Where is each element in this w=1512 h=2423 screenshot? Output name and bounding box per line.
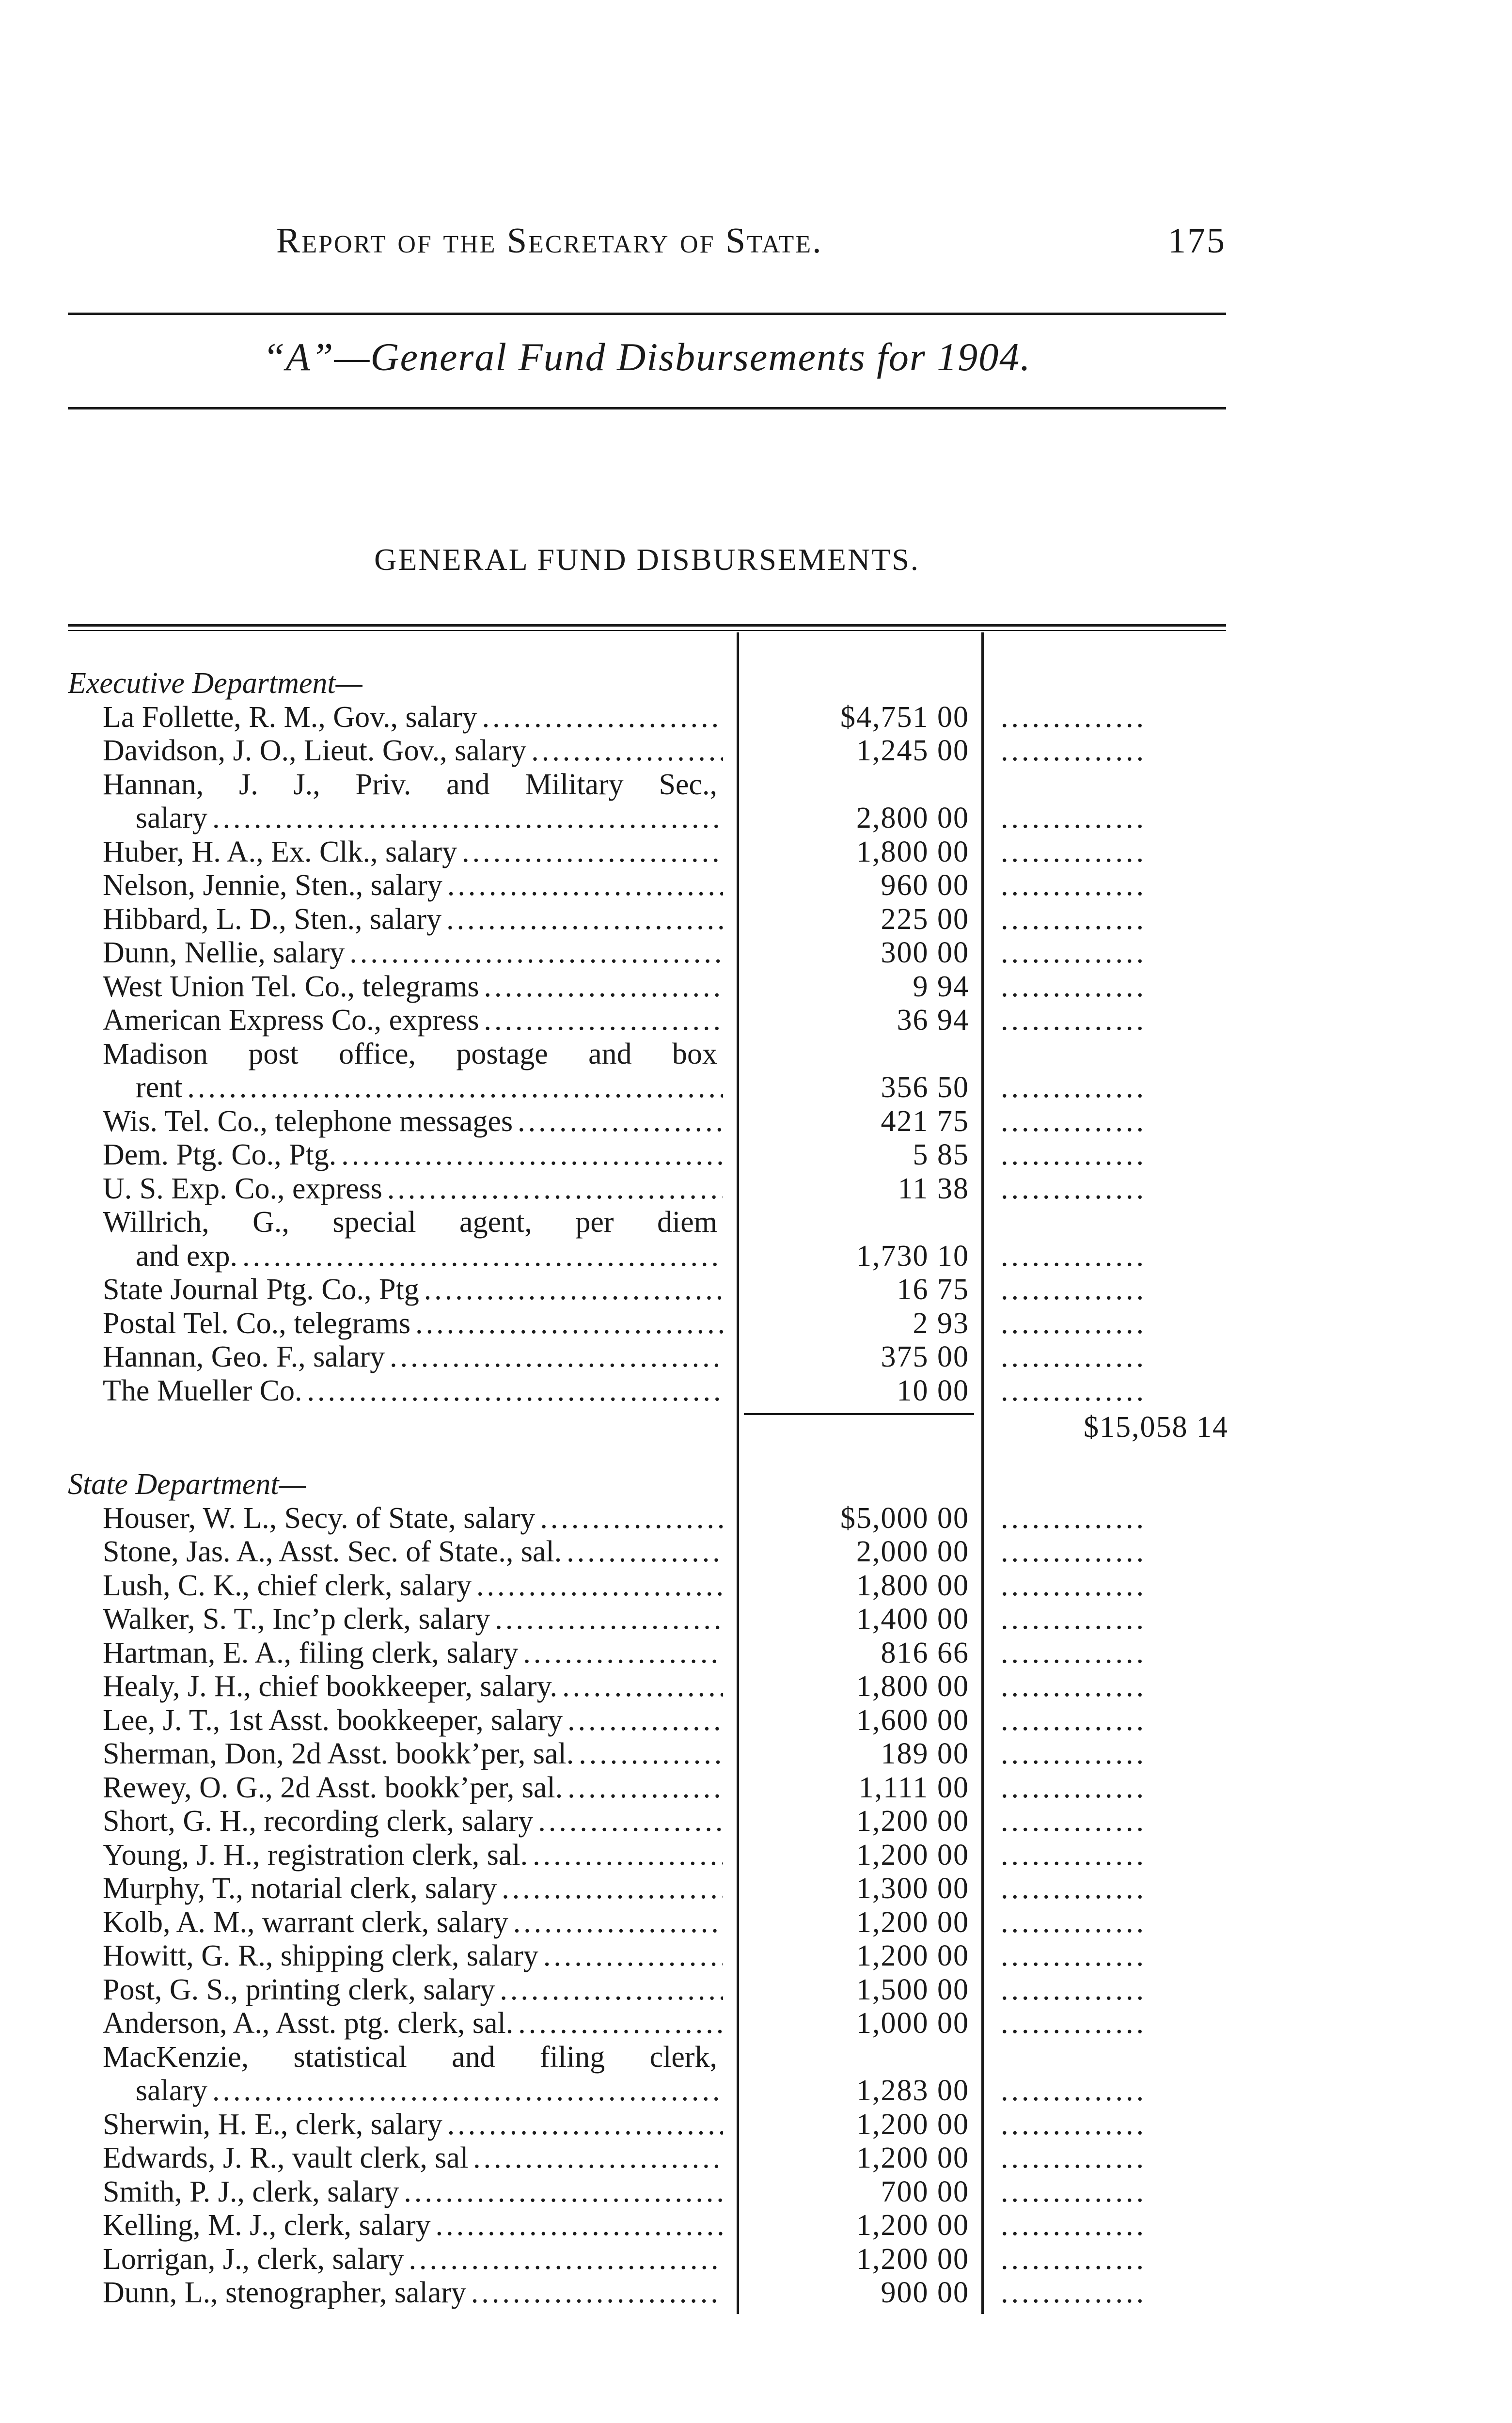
entry-amount: 900 00 (881, 2276, 969, 2309)
leader-dots (479, 970, 723, 1004)
entry-amount: 1,200 00 (856, 1838, 969, 1872)
entry-name: Sherman, Don, 2d Asst. bookk’per, sal. (103, 1737, 574, 1770)
leader-dots (477, 700, 723, 734)
department-total: $15,058 14 (1084, 1411, 1228, 1444)
entry-amount: 1,200 00 (856, 2108, 969, 2141)
subtitle-rule (68, 407, 1226, 409)
leader-dots: .............. (1001, 1703, 1147, 1737)
leader-dots: .............. (1001, 2276, 1147, 2309)
entry-name-continued-text: rent (136, 1071, 183, 1104)
entry-name: MacKenzie, statistical and filing clerk, (103, 2040, 717, 2074)
entry-name: Hibbard, L. D., Sten., salary (103, 902, 442, 936)
leader-dots (574, 1737, 723, 1771)
leader-dots (345, 936, 723, 970)
entry-name: Rewey, O. G., 2d Asst. bookk’per, sal. (103, 1771, 563, 1804)
table-row (103, 1569, 723, 1603)
leader-dots (479, 1003, 723, 1037)
entry-amount: 1,283 00 (856, 2074, 969, 2107)
entry-name: Dunn, L., stenographer, salary (103, 2276, 466, 2309)
table-row (103, 2242, 723, 2276)
leader-dots (472, 1569, 723, 1603)
entry-name-continued (136, 801, 723, 835)
leader-dots: .............. (1001, 1905, 1147, 1939)
leader-dots (526, 734, 723, 768)
table-row (103, 1872, 723, 1905)
entry-amount: 1,000 00 (856, 2007, 969, 2040)
table-row (103, 1737, 723, 1771)
running-title: Report of the Secretary of State. (276, 221, 823, 261)
leader-dots (468, 2141, 723, 2175)
leader-dots (410, 1306, 723, 1340)
entry-amount: 2 93 (913, 1306, 969, 1340)
leader-dots: .............. (1001, 734, 1147, 767)
entry-name-continued-text: and exp. (136, 1239, 238, 1273)
header-rule (68, 313, 1226, 315)
leader-dots: .............. (1001, 2141, 1147, 2174)
entry-amount: 300 00 (881, 936, 969, 969)
table-row (103, 700, 723, 734)
leader-dots (399, 2175, 723, 2209)
entry-amount: 2,000 00 (856, 1535, 969, 1568)
department-heading: Executive Department— (68, 667, 362, 700)
entry-name: Postal Tel. Co., telegrams (103, 1306, 411, 1340)
leader-dots: .............. (1001, 1569, 1147, 1602)
table-top-rule-thin (68, 630, 1226, 631)
leader-dots: .............. (1001, 1670, 1147, 1703)
table-row (103, 1306, 723, 1340)
leader-dots (207, 2074, 723, 2108)
entry-amount: 421 75 (881, 1104, 969, 1138)
entry-amount: 1,245 00 (856, 734, 969, 767)
entry-name: Nelson, Jennie, Sten., salary (103, 869, 442, 902)
entry-amount: 16 75 (897, 1273, 969, 1306)
leader-dots: .............. (1001, 802, 1147, 834)
leader-dots: .............. (1001, 1239, 1147, 1273)
table-row (103, 1905, 723, 1939)
table-row (103, 902, 723, 936)
entry-amount: 1,111 00 (858, 1771, 969, 1804)
leader-dots (563, 1771, 723, 1805)
entry-name-continued (136, 1239, 723, 1273)
department-heading: State Department— (68, 1468, 306, 1501)
leader-dots: .............. (1001, 1838, 1147, 1872)
entry-amount: 9 94 (913, 970, 969, 1003)
entry-name: Kolb, A. M., warrant clerk, salary (103, 1905, 508, 1939)
entry-amount: $4,751 00 (840, 700, 969, 734)
leader-dots (497, 1872, 723, 1905)
leader-dots: .............. (1001, 1501, 1147, 1535)
entry-name: Hannan, J. J., Priv. and Military Sec., (103, 768, 717, 801)
leader-dots (528, 1838, 723, 1872)
leader-dots: .............. (1001, 1872, 1147, 1905)
entry-amount: 1,200 00 (856, 2242, 969, 2276)
entry-amount: 1,600 00 (856, 1703, 969, 1737)
leader-dots (466, 2276, 723, 2310)
entry-name: Murphy, T., notarial clerk, salary (103, 1872, 497, 1905)
entry-name: Edwards, J. R., vault clerk, sal (103, 2141, 469, 2174)
leader-dots: .............. (1001, 2108, 1147, 2141)
table-row (103, 1138, 723, 1172)
entry-amount: 11 38 (898, 1172, 969, 1205)
leader-dots (419, 1273, 723, 1306)
entry-name: Lorrigan, J., clerk, salary (103, 2242, 404, 2276)
entry-amount: $5,000 00 (840, 1501, 969, 1535)
entry-amount: 1,200 00 (856, 2141, 969, 2174)
entry-name: Hannan, Geo. F., salary (103, 1340, 385, 1373)
leader-dots: .............. (1001, 902, 1147, 936)
entry-name: West Union Tel. Co., telegrams (103, 970, 479, 1003)
entry-name: Walker, S. T., Inc’p clerk, salary (103, 1603, 490, 1636)
entry-name: Howitt, G. R., shipping clerk, salary (103, 1939, 538, 1972)
entry-name: American Express Co., express (103, 1004, 479, 1037)
entry-name: Wis. Tel. Co., telephone messages (103, 1104, 513, 1138)
table-row (103, 1973, 723, 2007)
leader-dots (508, 1905, 723, 1939)
table-row (103, 1003, 723, 1037)
entry-name: Dunn, Nellie, salary (103, 936, 345, 969)
table-row (103, 2208, 723, 2242)
page-subtitle: “A”—General Fund Disbursements for 1904. (263, 335, 1031, 379)
column-divider-right (981, 632, 984, 2314)
entry-amount: 1,200 00 (856, 1939, 969, 1972)
table-top-rule (68, 624, 1226, 627)
entry-name-continued (136, 1070, 723, 1104)
entry-amount: 189 00 (881, 1737, 969, 1770)
table-row (103, 1804, 723, 1838)
table-row (103, 2108, 723, 2141)
page-number: 175 (1168, 221, 1226, 261)
leader-dots: .............. (1001, 1138, 1147, 1171)
leader-dots (562, 1535, 723, 1569)
leader-dots: .............. (1001, 1374, 1147, 1407)
leader-dots (513, 2006, 723, 2040)
entry-name: U. S. Exp. Co., express (103, 1172, 382, 1205)
table-row (103, 1838, 723, 1872)
subtotal-rule (744, 1413, 974, 1415)
leader-dots: .............. (1001, 869, 1147, 902)
section-heading: GENERAL FUND DISBURSEMENTS. (374, 542, 920, 577)
entry-amount: 1,800 00 (856, 835, 969, 868)
leader-dots (538, 1939, 723, 1973)
leader-dots (457, 835, 723, 869)
leader-dots: .............. (1001, 1771, 1147, 1804)
table-row (103, 2175, 723, 2209)
leader-dots: .............. (1001, 1636, 1147, 1669)
leader-dots (431, 2208, 723, 2242)
entry-name: Anderson, A., Asst. ptg. clerk, sal. (103, 2007, 514, 2040)
leader-dots: .............. (1001, 835, 1147, 868)
leader-dots: .............. (1001, 2175, 1147, 2208)
leader-dots (442, 868, 723, 902)
entry-amount: 356 50 (881, 1071, 969, 1104)
entry-name: The Mueller Co. (103, 1374, 302, 1407)
entry-name: Houser, W. L., Secy. of State, salary (103, 1501, 536, 1535)
leader-dots: .............. (1001, 700, 1147, 734)
entry-amount: 960 00 (881, 869, 969, 902)
entry-name: Young, J. H., registration clerk, sal. (103, 1838, 528, 1872)
leader-dots: .............. (1001, 1805, 1147, 1838)
entry-name: Willrich, G., special agent, per diem (103, 1206, 717, 1239)
leader-dots: .............. (1001, 1071, 1147, 1104)
leader-dots: .............. (1001, 2209, 1147, 2242)
leader-dots: .............. (1001, 2074, 1147, 2107)
table-row (103, 1273, 723, 1306)
table-row (103, 868, 723, 902)
entry-name: State Journal Ptg. Co., Ptg (103, 1273, 419, 1306)
leader-dots (404, 2242, 723, 2276)
leader-dots: .............. (1001, 1104, 1147, 1138)
entry-name: Hartman, E. A., filing clerk, salary (103, 1636, 519, 1669)
table-row (103, 1703, 723, 1737)
leader-dots (442, 2108, 723, 2141)
entry-amount: 225 00 (881, 902, 969, 936)
table-row (103, 2141, 723, 2175)
leader-dots (382, 1172, 723, 1206)
entry-name: Dem. Ptg. Co., Ptg. (103, 1138, 337, 1171)
leader-dots (490, 1602, 723, 1636)
entry-amount: 1,400 00 (856, 1603, 969, 1636)
entry-amount: 375 00 (881, 1340, 969, 1373)
entry-name-continued (136, 2074, 723, 2108)
entry-amount: 1,500 00 (856, 1973, 969, 2006)
entry-amount: 5 85 (913, 1138, 969, 1171)
leader-dots (495, 1973, 723, 2007)
column-divider-left (737, 632, 739, 2314)
table-row (103, 1771, 723, 1805)
entry-name: Davidson, J. O., Lieut. Gov., salary (103, 734, 527, 767)
table-row (103, 970, 723, 1004)
table-row (103, 835, 723, 869)
entry-amount: 816 66 (881, 1636, 969, 1669)
leader-dots: .............. (1001, 1535, 1147, 1568)
leader-dots (441, 902, 723, 936)
entry-name: Lush, C. K., chief clerk, salary (103, 1569, 472, 1602)
leader-dots: .............. (1001, 2007, 1147, 2040)
table-row (103, 2276, 723, 2310)
table-row (103, 1374, 723, 1408)
leader-dots (207, 801, 723, 835)
leader-dots (336, 1138, 723, 1172)
table-row (103, 1172, 723, 1206)
leader-dots: .............. (1001, 1603, 1147, 1636)
entry-name-continued-text: salary (136, 2074, 208, 2107)
leader-dots (533, 1804, 723, 1838)
running-head (276, 220, 1226, 269)
table-row (103, 1501, 723, 1535)
entry-amount: 36 94 (897, 1004, 969, 1037)
entry-name: Post, G. S., printing clerk, salary (103, 1973, 495, 2006)
table-row (103, 2006, 723, 2040)
table-row (103, 1636, 723, 1670)
entry-amount: 700 00 (881, 2175, 969, 2208)
leader-dots: .............. (1001, 1306, 1147, 1340)
leader-dots: .............. (1001, 2242, 1147, 2276)
entry-name: Healy, J. H., chief bookkeeper, salary. (103, 1670, 558, 1703)
entry-name: Sherwin, H. E., clerk, salary (103, 2108, 442, 2141)
table-row (103, 936, 723, 970)
entry-name: Madison post office, postage and box (103, 1037, 717, 1070)
entry-amount: 10 00 (897, 1374, 969, 1407)
table-row (103, 1340, 723, 1374)
leader-dots: .............. (1001, 936, 1147, 969)
table-row (103, 1602, 723, 1636)
leader-dots (182, 1070, 723, 1104)
leader-dots (518, 1636, 723, 1670)
entry-name: Huber, H. A., Ex. Clk., salary (103, 835, 457, 868)
entry-amount: 1,200 00 (856, 1905, 969, 1939)
entry-name: Short, G. H., recording clerk, salary (103, 1805, 534, 1838)
entry-name: La Follette, R. M., Gov., salary (103, 700, 477, 734)
table-row (103, 1535, 723, 1569)
leader-dots: .............. (1001, 1737, 1147, 1770)
entry-name-continued-text: salary (136, 802, 208, 834)
leader-dots: .............. (1001, 1973, 1147, 2006)
leader-dots (557, 1669, 723, 1703)
leader-dots (237, 1239, 723, 1273)
table-row (103, 1939, 723, 1973)
leader-dots (385, 1340, 723, 1374)
leader-dots: .............. (1001, 1340, 1147, 1373)
entry-amount: 1,730 10 (856, 1239, 969, 1273)
leader-dots: .............. (1001, 1939, 1147, 1972)
leader-dots: .............. (1001, 970, 1147, 1003)
leader-dots (302, 1374, 723, 1408)
entry-name: Kelling, M. J., clerk, salary (103, 2209, 431, 2242)
table-row (103, 1669, 723, 1703)
leader-dots: .............. (1001, 1172, 1147, 1205)
entry-name: Stone, Jas. A., Asst. Sec. of State., sal. (103, 1535, 562, 1568)
entry-amount: 1,200 00 (856, 2209, 969, 2242)
entry-amount: 1,200 00 (856, 1805, 969, 1838)
leader-dots (563, 1703, 723, 1737)
entry-amount: 1,800 00 (856, 1670, 969, 1703)
table-row (103, 1104, 723, 1138)
leader-dots (513, 1104, 723, 1138)
entry-amount: 2,800 00 (856, 802, 969, 834)
entry-name: Smith, P. J., clerk, salary (103, 2175, 399, 2208)
entry-name: Lee, J. T., 1st Asst. bookkeeper, salary (103, 1703, 563, 1737)
leader-dots (535, 1501, 723, 1535)
leader-dots: .............. (1001, 1004, 1147, 1037)
leader-dots: .............. (1001, 1273, 1147, 1306)
table-row (103, 734, 723, 768)
entry-amount: 1,300 00 (856, 1872, 969, 1905)
entry-amount: 1,800 00 (856, 1569, 969, 1602)
